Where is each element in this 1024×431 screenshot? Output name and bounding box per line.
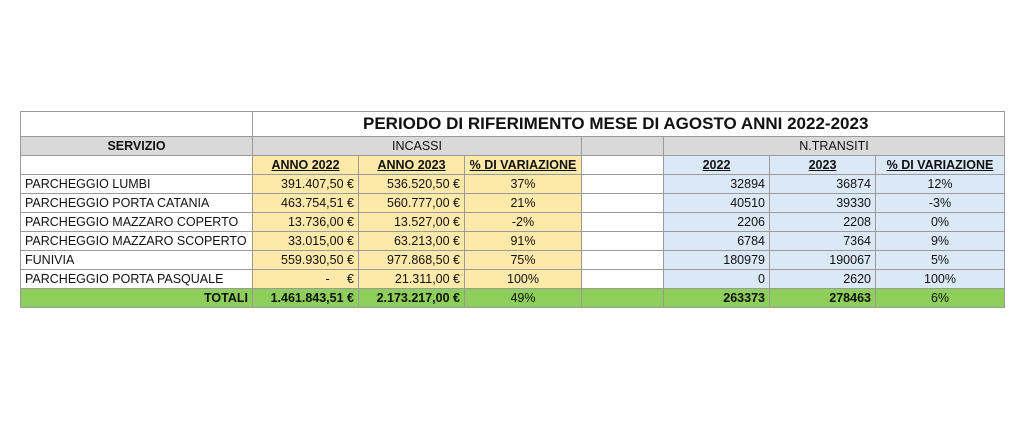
cell-transiti-2023[interactable]: 190067 <box>770 251 876 270</box>
title-row <box>21 112 1005 137</box>
cell-gap[interactable] <box>582 251 664 270</box>
table-row <box>21 270 1005 289</box>
header-variazione-incassi[interactable]: % DI VARIAZIONE <box>465 156 582 175</box>
totals-transiti-2023[interactable]: 278463 <box>770 289 876 308</box>
subheader-blank[interactable] <box>21 156 253 175</box>
cell-servizio[interactable]: PARCHEGGIO PORTA CATANIA <box>21 194 253 213</box>
cell-transiti-variazione[interactable]: 0% <box>876 213 1005 232</box>
totals-incassi-2023[interactable]: 2.173.217,00 € <box>359 289 465 308</box>
cell-servizio[interactable]: FUNIVIA <box>21 251 253 270</box>
cell-transiti-2022[interactable]: 32894 <box>664 175 770 194</box>
header-transiti[interactable]: N.TRANSITI <box>664 137 1005 156</box>
totals-label[interactable]: TOTALI <box>21 289 253 308</box>
cell-incassi-2023[interactable]: 536.520,50 € <box>359 175 465 194</box>
header-transiti-2023[interactable]: 2023 <box>770 156 876 175</box>
cell-transiti-variazione[interactable]: -3% <box>876 194 1005 213</box>
totals-incassi-variazione[interactable]: 49% <box>465 289 582 308</box>
header-servizio[interactable]: SERVIZIO <box>21 137 253 156</box>
cell-servizio[interactable]: PARCHEGGIO MAZZARO SCOPERTO <box>21 232 253 251</box>
cell-transiti-2022[interactable]: 0 <box>664 270 770 289</box>
cell-transiti-2022[interactable]: 2206 <box>664 213 770 232</box>
group-header-row <box>21 137 1005 156</box>
cell-incassi-variazione[interactable]: 91% <box>465 232 582 251</box>
cell-transiti-2023[interactable]: 36874 <box>770 175 876 194</box>
cell-incassi-2023[interactable]: 21.311,00 € <box>359 270 465 289</box>
subheader-gap[interactable] <box>582 156 664 175</box>
cell-gap[interactable] <box>582 232 664 251</box>
cell-transiti-2022[interactable]: 6784 <box>664 232 770 251</box>
cell-incassi-2023[interactable]: 13.527,00 € <box>359 213 465 232</box>
cell-transiti-2023[interactable]: 2208 <box>770 213 876 232</box>
totals-transiti-2022[interactable]: 263373 <box>664 289 770 308</box>
header-anno-2022[interactable]: ANNO 2022 <box>253 156 359 175</box>
cell-transiti-2022[interactable]: 180979 <box>664 251 770 270</box>
cell-transiti-2023[interactable]: 7364 <box>770 232 876 251</box>
header-transiti-2022[interactable]: 2022 <box>664 156 770 175</box>
cell-transiti-2022[interactable]: 40510 <box>664 194 770 213</box>
cell-incassi-2023[interactable]: 977.868,50 € <box>359 251 465 270</box>
table-row <box>21 251 1005 270</box>
cell-servizio[interactable]: PARCHEGGIO LUMBI <box>21 175 253 194</box>
cell-transiti-variazione[interactable]: 100% <box>876 270 1005 289</box>
table-row <box>21 175 1005 194</box>
table-row <box>21 232 1005 251</box>
cell-gap[interactable] <box>582 194 664 213</box>
cell-incassi-variazione[interactable]: 75% <box>465 251 582 270</box>
cell-transiti-variazione[interactable]: 12% <box>876 175 1005 194</box>
table-row <box>21 194 1005 213</box>
cell-gap[interactable] <box>582 213 664 232</box>
totals-row <box>21 289 1005 308</box>
cell-incassi-2022[interactable]: - € <box>253 270 359 289</box>
cell-incassi-2022[interactable]: 391.407,50 € <box>253 175 359 194</box>
cell-transiti-variazione[interactable]: 9% <box>876 232 1005 251</box>
header-incassi[interactable]: INCASSI <box>253 137 582 156</box>
cell-gap[interactable] <box>582 175 664 194</box>
cell-servizio[interactable]: PARCHEGGIO PORTA PASQUALE <box>21 270 253 289</box>
cell-incassi-variazione[interactable]: 37% <box>465 175 582 194</box>
cell-incassi-2023[interactable]: 63.213,00 € <box>359 232 465 251</box>
data-table <box>20 111 1005 308</box>
cell-servizio[interactable]: PARCHEGGIO MAZZARO COPERTO <box>21 213 253 232</box>
header-blank[interactable] <box>582 137 664 156</box>
cell-transiti-variazione[interactable]: 5% <box>876 251 1005 270</box>
cell-incassi-variazione[interactable]: 21% <box>465 194 582 213</box>
totals-incassi-2022[interactable]: 1.461.843,51 € <box>253 289 359 308</box>
totals-gap[interactable] <box>582 289 664 308</box>
title-blank-cell[interactable] <box>21 112 253 137</box>
totals-transiti-variazione[interactable]: 6% <box>876 289 1005 308</box>
cell-incassi-2022[interactable]: 559.930,50 € <box>253 251 359 270</box>
cell-incassi-2022[interactable]: 33.015,00 € <box>253 232 359 251</box>
cell-incassi-2023[interactable]: 560.777,00 € <box>359 194 465 213</box>
sub-header-row <box>21 156 1005 175</box>
cell-incassi-variazione[interactable]: 100% <box>465 270 582 289</box>
header-variazione-transiti[interactable]: % DI VARIAZIONE <box>876 156 1005 175</box>
cell-gap[interactable] <box>582 270 664 289</box>
header-anno-2023[interactable]: ANNO 2023 <box>359 156 465 175</box>
cell-incassi-2022[interactable]: 463.754,51 € <box>253 194 359 213</box>
cell-incassi-2022[interactable]: 13.736,00 € <box>253 213 359 232</box>
cell-transiti-2023[interactable]: 39330 <box>770 194 876 213</box>
table-row <box>21 213 1005 232</box>
cell-incassi-variazione[interactable]: -2% <box>465 213 582 232</box>
page-title: PERIODO DI RIFERIMENTO MESE DI AGOSTO ANNI 2022-2023 <box>253 112 1005 137</box>
cell-transiti-2023[interactable]: 2620 <box>770 270 876 289</box>
